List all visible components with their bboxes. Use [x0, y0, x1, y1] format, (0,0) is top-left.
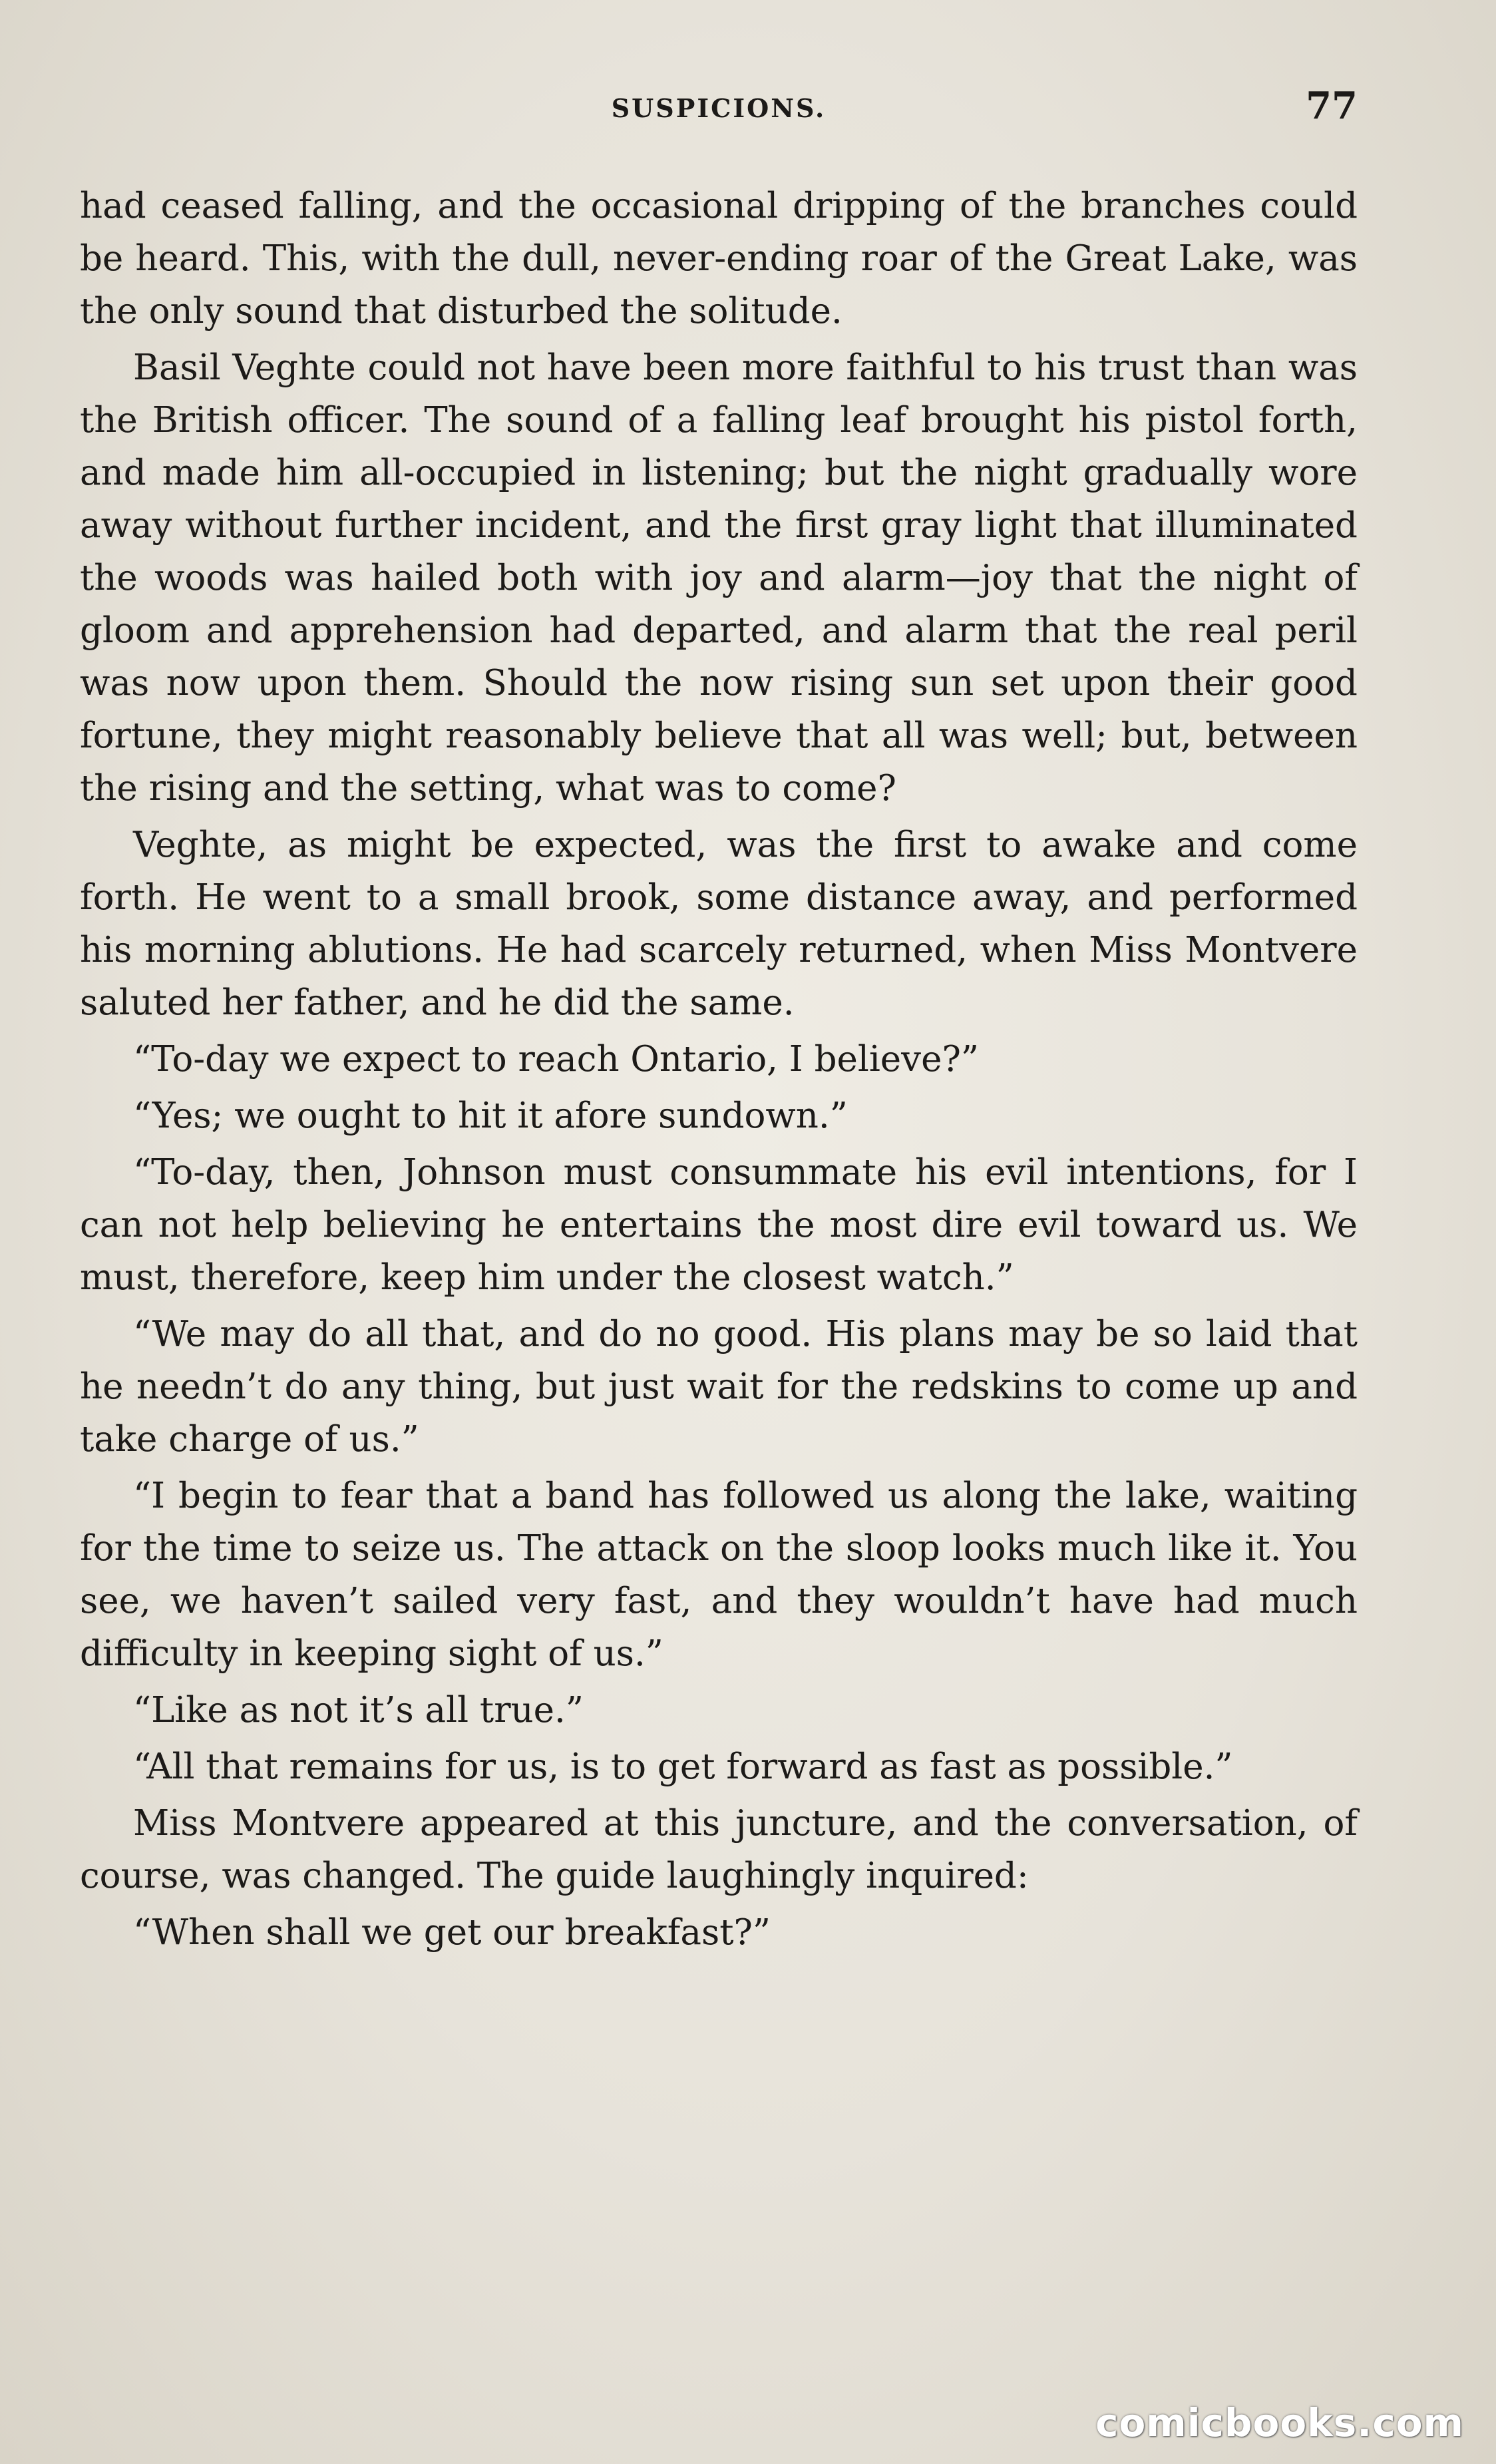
- page-number: 77: [1306, 84, 1358, 128]
- dialog-line: “Like as not it’s all true.”: [133, 1690, 584, 1731]
- paragraph: Veghte, as might be expected, was the first to awake and come forth. He went to a small brook, some distance away, and performed his morning ablutions. He had scarcely returned, when Miss Montvere saluted her father, and he did the same.: [80, 825, 1358, 1023]
- body-text: [80, 180, 1358, 1963]
- paragraph: Miss Montvere appeared at this juncture, and the conversation, of course, was changed. The guide laughingly inquired:: [80, 1803, 1358, 1896]
- running-head: [80, 79, 1358, 138]
- dialog-line: “We may do all that, and do no good. His plans may be so laid that he needn’t do any thing, but just wait for the redskins to come up and take charge of us.”: [80, 1314, 1358, 1460]
- paragraph: Basil Veghte could not have been more faithful to his trust than was the British officer. The sound of a falling leaf brought his pistol forth, and made him all-occupied in listening; but the night gradually wore away without further incident, and the first gray light that illuminated the woods was hailed both with joy and alarm—joy that the night of gloom and apprehension had departed, and alarm that the real peril was now upon them. Should the now rising sun set upon their good fortune, they might reasonably believe that all was well; but, between the rising and the setting, what was to come?: [80, 347, 1358, 809]
- site-watermark: comicbooks.com: [1095, 2400, 1464, 2445]
- dialog-line: “To-day we expect to reach Ontario, I believe?”: [133, 1039, 979, 1080]
- dialog-line: “I begin to fear that a band has followed us along the lake, waiting for the time to seize us. The attack on the sloop looks much like it. You see, we haven’t sailed very fast, and they wouldn’t have had much difficulty in keeping sight of us.”: [80, 1476, 1358, 1674]
- dialog-line: “When shall we get our breakfast?”: [133, 1912, 771, 1953]
- chapter-running-title: SUSPICIONS.: [611, 93, 827, 123]
- dialog-line: “Yes; we ought to hit it afore sundown.”: [133, 1096, 848, 1136]
- dialog-line: “To-day, then, Johnson must consummate his evil intentions, for I can not help believing he entertains the most dire evil toward us. We must, therefore, keep him under the closest watch.”: [80, 1152, 1358, 1298]
- paragraph: had ceased falling, and the occasional dripping of the branches could be heard. This, with the dull, never-ending roar of the Great Lake, was the only sound that disturbed the solitude.: [80, 186, 1358, 331]
- dialog-line: “All that remains for us, is to get forward as fast as possible.”: [133, 1746, 1233, 1787]
